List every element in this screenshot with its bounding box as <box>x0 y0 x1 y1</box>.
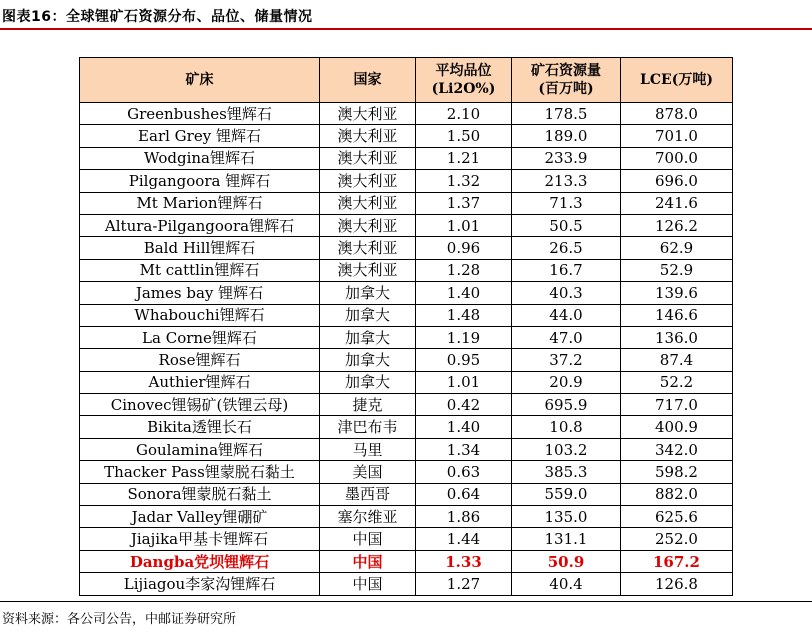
source-divider <box>0 601 812 602</box>
cell-grade: 1.86 <box>416 506 512 528</box>
cell-deposit: James bay 锂辉石 <box>80 282 320 304</box>
table-row <box>80 461 733 483</box>
cell-deposit: Greenbushes锂辉石 <box>80 103 320 125</box>
table-row <box>80 550 733 572</box>
cell-deposit: Cinovec锂锡矿(铁锂云母) <box>80 394 320 416</box>
cell-lce: 701.0 <box>621 125 733 147</box>
cell-country: 津巴布韦 <box>320 416 416 438</box>
cell-grade: 0.63 <box>416 461 512 483</box>
cell-deposit: Rose锂辉石 <box>80 349 320 371</box>
cell-resource: 16.7 <box>512 259 621 281</box>
cell-deposit: Dangba党坝锂辉石 <box>80 550 320 572</box>
cell-grade: 1.01 <box>416 371 512 393</box>
figure-caption: 图表16：全球锂矿石资源分布、品位、储量情况 <box>2 9 313 25</box>
cell-grade: 1.27 <box>416 573 512 595</box>
cell-lce: 252.0 <box>621 528 733 550</box>
cell-grade: 1.19 <box>416 326 512 348</box>
table-row <box>80 438 733 460</box>
cell-deposit: Goulamina锂辉石 <box>80 438 320 460</box>
table-row <box>80 394 733 416</box>
cell-country: 加拿大 <box>320 326 416 348</box>
header-deposit: 矿床 <box>80 58 320 103</box>
cell-lce: 625.6 <box>621 506 733 528</box>
table-row <box>80 192 733 214</box>
cell-resource: 189.0 <box>512 125 621 147</box>
cell-grade: 0.64 <box>416 483 512 505</box>
cell-country: 马里 <box>320 438 416 460</box>
cell-grade: 1.21 <box>416 147 512 169</box>
cell-resource: 50.9 <box>512 550 621 572</box>
cell-grade: 1.48 <box>416 304 512 326</box>
cell-deposit: Pilgangoora 锂辉石 <box>80 170 320 192</box>
table-row <box>80 483 733 505</box>
cell-country: 捷克 <box>320 394 416 416</box>
table-row <box>80 125 733 147</box>
cell-lce: 139.6 <box>621 282 733 304</box>
cell-deposit: Jiajika甲基卡锂辉石 <box>80 528 320 550</box>
cell-country: 澳大利亚 <box>320 170 416 192</box>
cell-resource: 695.9 <box>512 394 621 416</box>
cell-resource: 103.2 <box>512 438 621 460</box>
cell-resource: 213.3 <box>512 170 621 192</box>
cell-deposit: Wodgina锂辉石 <box>80 147 320 169</box>
cell-grade: 1.44 <box>416 528 512 550</box>
cell-deposit: Whabouchi锂辉石 <box>80 304 320 326</box>
table-row <box>80 326 733 348</box>
cell-grade: 1.28 <box>416 259 512 281</box>
cell-country: 中国 <box>320 550 416 572</box>
cell-resource: 71.3 <box>512 192 621 214</box>
cell-resource: 50.5 <box>512 214 621 236</box>
cell-lce: 400.9 <box>621 416 733 438</box>
cell-country: 加拿大 <box>320 282 416 304</box>
cell-country: 中国 <box>320 528 416 550</box>
cell-grade: 1.40 <box>416 282 512 304</box>
cell-country: 美国 <box>320 461 416 483</box>
cell-lce: 52.2 <box>621 371 733 393</box>
cell-resource: 178.5 <box>512 103 621 125</box>
table-header-row <box>80 58 733 103</box>
cell-grade: 1.40 <box>416 416 512 438</box>
table-row <box>80 573 733 595</box>
cell-resource: 20.9 <box>512 371 621 393</box>
header-lce: LCE(万吨) <box>621 58 733 103</box>
cell-country: 澳大利亚 <box>320 192 416 214</box>
header-country: 国家 <box>320 58 416 103</box>
cell-grade: 1.32 <box>416 170 512 192</box>
cell-resource: 559.0 <box>512 483 621 505</box>
cell-country: 澳大利亚 <box>320 214 416 236</box>
table-row <box>80 349 733 371</box>
cell-lce: 126.2 <box>621 214 733 236</box>
table-row <box>80 416 733 438</box>
cell-lce: 52.9 <box>621 259 733 281</box>
cell-resource: 47.0 <box>512 326 621 348</box>
cell-resource: 10.8 <box>512 416 621 438</box>
cell-deposit: Thacker Pass锂蒙脱石黏土 <box>80 461 320 483</box>
cell-country: 中国 <box>320 573 416 595</box>
cell-deposit: Bikita透锂长石 <box>80 416 320 438</box>
cell-country: 加拿大 <box>320 349 416 371</box>
cell-deposit: Authier锂辉石 <box>80 371 320 393</box>
table-row <box>80 282 733 304</box>
cell-grade: 1.33 <box>416 550 512 572</box>
cell-resource: 40.4 <box>512 573 621 595</box>
cell-grade: 1.34 <box>416 438 512 460</box>
caption-divider <box>0 28 812 30</box>
table-row <box>80 304 733 326</box>
cell-lce: 700.0 <box>621 147 733 169</box>
cell-grade: 0.95 <box>416 349 512 371</box>
table-row <box>80 103 733 125</box>
cell-grade: 0.96 <box>416 237 512 259</box>
table-row <box>80 170 733 192</box>
cell-resource: 40.3 <box>512 282 621 304</box>
cell-resource: 233.9 <box>512 147 621 169</box>
cell-country: 加拿大 <box>320 371 416 393</box>
table-row <box>80 237 733 259</box>
cell-deposit: Altura-Pilgangoora锂辉石 <box>80 214 320 236</box>
cell-deposit: Earl Grey 锂辉石 <box>80 125 320 147</box>
cell-country: 澳大利亚 <box>320 237 416 259</box>
cell-grade: 0.42 <box>416 394 512 416</box>
cell-lce: 62.9 <box>621 237 733 259</box>
cell-lce: 241.6 <box>621 192 733 214</box>
cell-deposit: Bald Hill锂辉石 <box>80 237 320 259</box>
cell-resource: 44.0 <box>512 304 621 326</box>
cell-lce: 696.0 <box>621 170 733 192</box>
cell-deposit: Jadar Valley锂硼矿 <box>80 506 320 528</box>
table-row <box>80 214 733 236</box>
header-grade: 平均品位 (Li2O%) <box>416 58 512 103</box>
cell-country: 墨西哥 <box>320 483 416 505</box>
cell-grade: 2.10 <box>416 103 512 125</box>
cell-grade: 1.50 <box>416 125 512 147</box>
table-row <box>80 506 733 528</box>
cell-resource: 131.1 <box>512 528 621 550</box>
source-note: 资料来源：各公司公告，中邮证券研究所 <box>2 612 237 627</box>
table-row <box>80 528 733 550</box>
cell-deposit: Mt cattlin锂辉石 <box>80 259 320 281</box>
cell-lce: 882.0 <box>621 483 733 505</box>
cell-grade: 1.37 <box>416 192 512 214</box>
header-resource: 矿石资源量 (百万吨) <box>512 58 621 103</box>
table-row <box>80 259 733 281</box>
cell-resource: 135.0 <box>512 506 621 528</box>
cell-resource: 385.3 <box>512 461 621 483</box>
cell-deposit: Lijiagou李家沟锂辉石 <box>80 573 320 595</box>
cell-lce: 146.6 <box>621 304 733 326</box>
table-body <box>80 103 733 596</box>
cell-country: 澳大利亚 <box>320 103 416 125</box>
cell-country: 澳大利亚 <box>320 259 416 281</box>
cell-country: 澳大利亚 <box>320 147 416 169</box>
table-row <box>80 371 733 393</box>
cell-country: 加拿大 <box>320 304 416 326</box>
lithium-resource-table <box>79 57 733 596</box>
cell-resource: 37.2 <box>512 349 621 371</box>
cell-deposit: La Corne锂辉石 <box>80 326 320 348</box>
cell-lce: 167.2 <box>621 550 733 572</box>
cell-lce: 342.0 <box>621 438 733 460</box>
cell-lce: 87.4 <box>621 349 733 371</box>
cell-deposit: Sonora锂蒙脱石黏土 <box>80 483 320 505</box>
cell-resource: 26.5 <box>512 237 621 259</box>
cell-lce: 878.0 <box>621 103 733 125</box>
cell-country: 塞尔维亚 <box>320 506 416 528</box>
cell-lce: 126.8 <box>621 573 733 595</box>
cell-grade: 1.01 <box>416 214 512 236</box>
cell-lce: 598.2 <box>621 461 733 483</box>
cell-lce: 717.0 <box>621 394 733 416</box>
cell-deposit: Mt Marion锂辉石 <box>80 192 320 214</box>
cell-country: 澳大利亚 <box>320 125 416 147</box>
cell-lce: 136.0 <box>621 326 733 348</box>
table-row <box>80 147 733 169</box>
